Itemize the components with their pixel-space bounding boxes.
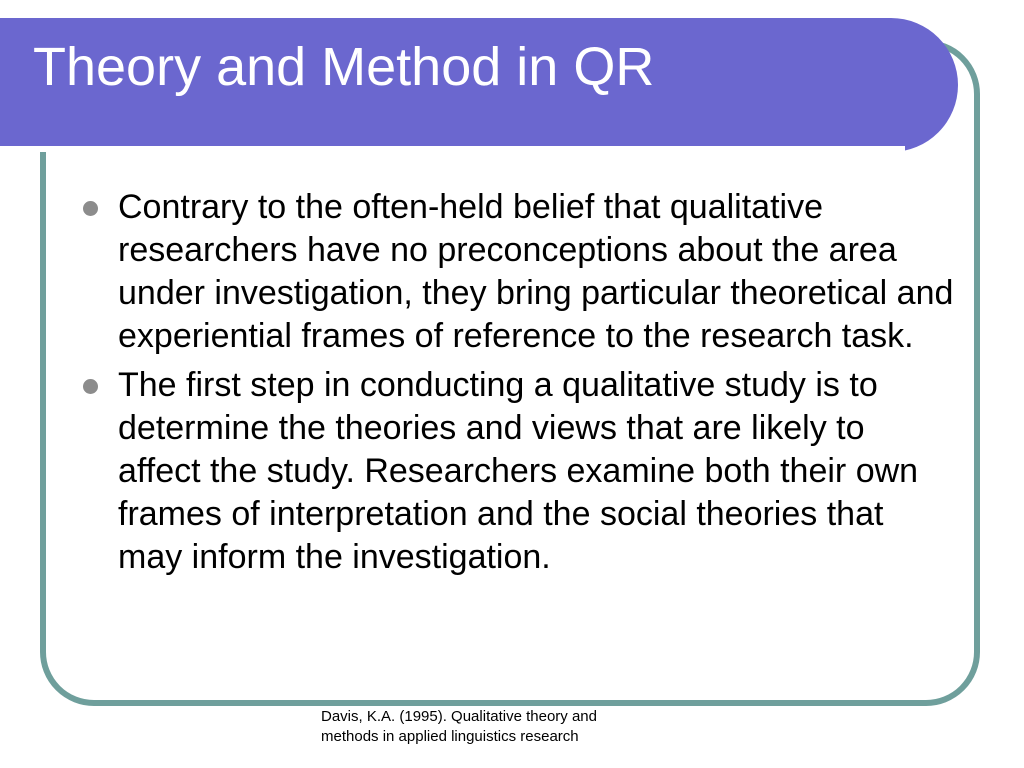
citation xyxy=(321,707,681,747)
bullet-text: The first step in conducting a qualitative study is to determine the theories and views that are likely to affect the study. Researchers examine both their own frames of interpretation and the social theories that may inform the investigation. xyxy=(118,366,919,576)
title-underline xyxy=(0,146,905,152)
citation-line: methods in applied linguistics research xyxy=(321,728,579,745)
bullet-item xyxy=(80,364,955,579)
citation-line: Davis, K.A. (1995). Qualitative theory and xyxy=(321,708,597,725)
slide-title: Theory and Method in QR xyxy=(33,37,655,97)
bullet-text: Contrary to the often-held belief that qualitative researchers have no preconceptions about the area under investigation, they bring particular theoretical and experiential frames of reference to the research task. xyxy=(118,188,954,355)
bullet-list xyxy=(80,186,955,585)
bullet-dot-icon xyxy=(83,379,98,394)
bullet-item xyxy=(80,186,955,358)
bullet-dot-icon xyxy=(83,201,98,216)
